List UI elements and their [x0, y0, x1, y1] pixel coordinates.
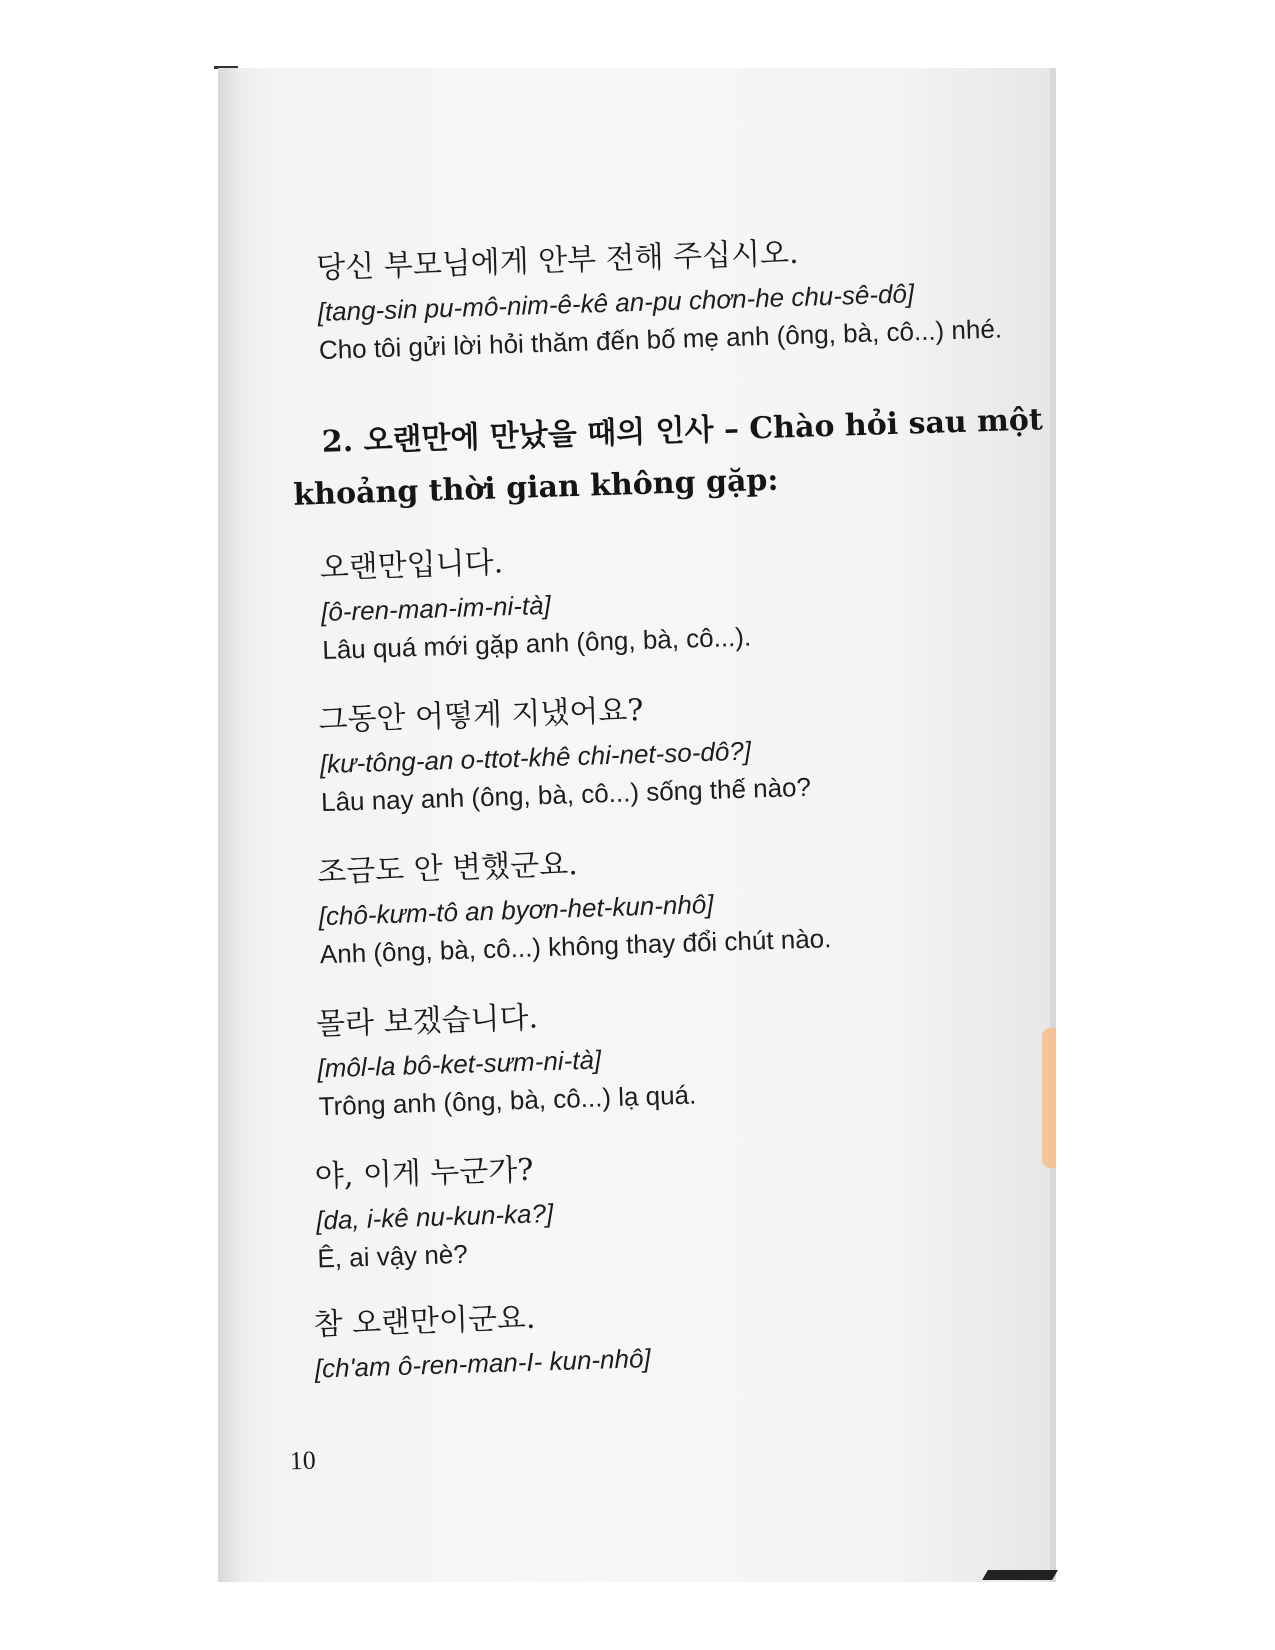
vietnamese-translation: Ê, ai vậy nè?	[316, 1238, 469, 1274]
romanization: [da, i-kê nu-kun-ka?]	[315, 1198, 554, 1236]
section-heading-line-2: khoảng thời gian không gặp:	[292, 462, 779, 513]
vietnamese-translation: Cho tôi gửi lời hỏi thăm đến bố mẹ anh (ông, bà, cô...) nhé.	[318, 313, 1003, 365]
corner-mark	[982, 1570, 1058, 1580]
vietnamese-translation: Lâu nay anh (ông, bà, cô...) sống thế nào?	[320, 771, 812, 818]
korean-phrase: 오랜만입니다.	[319, 545, 504, 587]
romanization: [kư-tông-an o-ttot-khê chi-net-so-dô?]	[319, 735, 752, 780]
korean-phrase: 참 오랜만이군요.	[312, 1300, 536, 1343]
romanization: [ch'am ô-ren-man-I- kun-nhô]	[314, 1343, 652, 1384]
korean-phrase: 당신 부모님에게 안부 전해 주십시오.	[315, 235, 800, 287]
book-page	[218, 68, 1056, 1582]
korean-phrase: 조금도 안 변했군요.	[316, 847, 579, 891]
korean-phrase: 야, 이게 누군가?	[314, 1152, 534, 1195]
romanization: [tang-sin pu-mô-nim-ê-kê an-pu chơn-he chu-sê-dô]	[317, 278, 915, 327]
romanization: [ô-ren-man-im-ni-tà]	[320, 589, 552, 628]
korean-phrase: 그동안 어떻게 지냈어요?	[318, 692, 644, 739]
romanization: [chô-kưm-tô an byơn-het-kun-nhô]	[318, 888, 714, 932]
section-heading-line-1: 2. 오랜만에 만났을 때의 인사 – Chào hỏi sau một	[321, 402, 1044, 460]
page-content	[218, 68, 1056, 1581]
korean-phrase: 몰라 보겠습니다.	[315, 1000, 539, 1043]
vietnamese-translation: Lâu quá mới gặp anh (ông, bà, cô...).	[321, 621, 752, 666]
page-number: 10	[289, 1445, 317, 1476]
vietnamese-translation: Anh (ông, bà, cô...) không thay đổi chút nào.	[319, 923, 832, 970]
romanization: [môl-la bô-ket-sưm-ni-tà]	[317, 1044, 602, 1084]
vietnamese-translation: Trông anh (ông, bà, cô...) lạ quá.	[318, 1079, 697, 1122]
